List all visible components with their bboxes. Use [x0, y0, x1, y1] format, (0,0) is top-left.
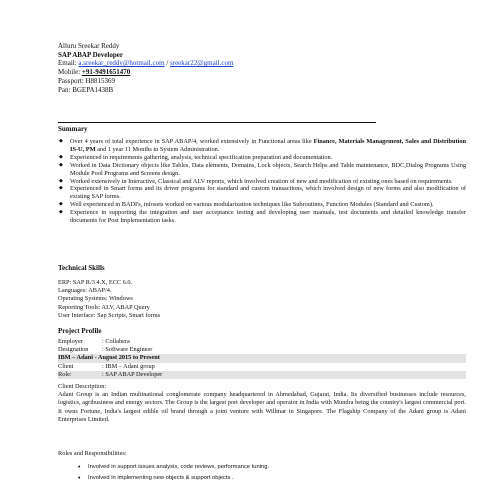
summary-heading: Summary [58, 125, 88, 133]
header-divider [58, 122, 376, 123]
employer-row: Employer : Collabera [58, 338, 130, 345]
list-item: ◆ Well experienced in BADI's, infosets worked on various modularization techniques like Subroutines, Function Modules (Standard and Custom). [58, 201, 466, 209]
skill-line: Operating Systems: Windows [58, 295, 133, 303]
profile-heading: Project Profile [58, 327, 102, 335]
skills-list [58, 279, 160, 320]
list-item: ◆ Experienced in Smart forms and its driver programs for standard and custom transactions, which involved design of new forms and also modification of existing SAP forms. [58, 185, 466, 201]
list-item: ◆ Experience in supporting the integration and user acceptance testing and developing user manuals, test documents and detailed knowledge transfer documents for Post Implementation tasks. [58, 209, 466, 225]
email-link-1[interactable]: a.sreekar_reddy@hotmail.com [78, 59, 165, 68]
skill-line: Languages: ABAP/4. [58, 287, 112, 295]
contact-header [58, 42, 233, 94]
email-link-2[interactable]: sreekar22@gmail.com [170, 59, 234, 68]
list-item: • Involved in implementing new objects & support objects . [58, 473, 466, 484]
mobile-line: Mobile: +91-9491651470 [58, 68, 131, 77]
mobile-number: +91-9491651470 [81, 68, 131, 77]
project-title: IBM – Adani - August 2015 to Present [58, 354, 466, 362]
client-description-text: Adani Group is an Indian multinational conglomerate company headquartered in Ahmedabad, Gujarat, India. Its diversified businesses include resources, logistics, agribusiness and energy sectors. The Group is the largest port developer and operator in India with Mundra being the country's largest commercial port. It owns Fortune, India's largest edible oil brand through a joint venture with Willmar in Singapore. The Flagship Company of the Adani group is Adani Enterprises Limited. [58, 391, 466, 423]
client-description-label: Client Description: [58, 383, 107, 390]
list-item: ◆ Experienced in requirements gathering, analysis, technical specification preparation and documentation. [58, 154, 466, 162]
skill-line: User Interface: Sap Scripts, Smart forms [58, 311, 161, 319]
list-item: ◆ Over 4 years of total experience in SAP ABAP/4, worked extensively in Functional areas like Finance, Materials Management, Sales and Distribution IS-U, PM and 1 year 11 Months in System Administration. [58, 138, 466, 154]
roles-label: Roles and Responsibilities: [58, 450, 127, 457]
candidate-role: SAP ABAP Developer [58, 50, 123, 59]
role-row: Role: : SAP ABAP Developer [58, 371, 466, 379]
client-description [58, 383, 466, 424]
skill-line: Reporting Tools: ALV, ABAP Query [58, 303, 150, 311]
list-item: ◆ Worked in Data Dictionary objects like Tables, Data elements, Domains, Lock objects, Search Helps and Table maintenance, BDC,Dialog Programs Using Module Pool Programs and Screens design. [58, 162, 466, 178]
skill-line: ERP: SAP R/3 4.X, ECC 6.0. [58, 279, 133, 286]
roles-list [58, 462, 466, 484]
profile-block [58, 338, 466, 379]
pan-line: Pan: BGEPA1438B [58, 85, 114, 94]
passport-line: Passport: H8815369 [58, 76, 115, 85]
email-line: Email: a.sreekar_reddy@hotmail.com / sreekar22@gmail.com [58, 59, 234, 68]
candidate-name: Alluru Sreekar Reddy [58, 42, 120, 50]
list-item: • Involved in support issues analysis, code reviews, performance tuning. [58, 462, 466, 473]
list-item: ◆ Worked extensively in Interactive, Classical and ALV reports, which involved creation of new and modification of existing ones based on requirements. [58, 178, 466, 186]
skills-heading: Technical Skills [58, 264, 105, 272]
client-row: Client : IBM – Adani group [58, 362, 155, 370]
designation-row: Designation : Software Engineer [58, 346, 153, 354]
summary-list [58, 138, 466, 225]
